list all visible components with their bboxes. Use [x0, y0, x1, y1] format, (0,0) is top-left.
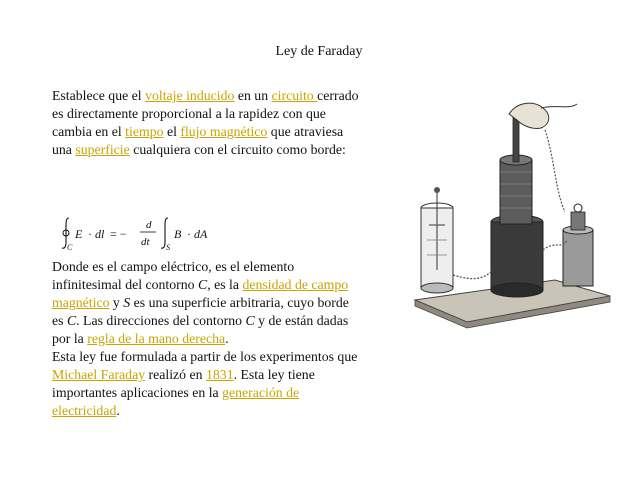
text-run: que atraviesa una	[52, 124, 344, 157]
text-run: .	[116, 403, 120, 418]
connecting-wire	[453, 270, 493, 279]
dot-operator: ·	[187, 227, 191, 241]
link-superficie[interactable]: superficie	[75, 142, 130, 157]
text-run: realizó en	[145, 367, 206, 382]
text-run: y de están dadas por la	[52, 313, 349, 346]
text-run: . Las direcciones del contorno	[76, 313, 246, 328]
derivative-denominator: dt	[141, 236, 150, 248]
equals-minus: = −	[110, 227, 127, 241]
da-symbol: dA	[194, 227, 208, 241]
text-run: Esta ley fue formulada a partir de los experimentos que	[52, 349, 358, 364]
text-run: Establece que el	[52, 88, 146, 103]
link-generacion-electricidad[interactable]: generación de electricidad	[52, 385, 300, 418]
magnet-rod-and-hand	[509, 103, 577, 162]
dot-operator: ·	[88, 227, 92, 241]
connecting-wire	[545, 130, 565, 212]
central-coil	[491, 155, 543, 297]
text-run: , es la	[207, 277, 243, 292]
explanation-paragraph	[52, 258, 362, 420]
faraday-apparatus-illustration	[405, 100, 615, 340]
contour-c: C	[198, 277, 208, 292]
link-voltaje-inducido[interactable]: voltaje inducido	[145, 88, 235, 103]
link-densidad-campo-magnetico[interactable]: densidad de campo magnético	[52, 277, 349, 310]
text-run: el	[163, 124, 181, 139]
link-flujo-magnetico[interactable]: flujo magnético	[180, 124, 268, 139]
text-run: .	[225, 331, 229, 346]
contour-subscript: C	[67, 243, 73, 252]
contour-c: C	[66, 313, 77, 328]
derivative-numerator: d	[146, 219, 152, 231]
text-run: es una superficie arbitraria, cuyo borde es	[52, 295, 349, 328]
faraday-formula	[60, 212, 260, 256]
battery-cell	[563, 204, 593, 286]
surface-subscript: S	[166, 243, 170, 252]
field-b-symbol: B	[174, 227, 182, 241]
link-1831[interactable]: 1831	[206, 367, 234, 382]
text-run: en un	[234, 88, 272, 103]
slide-title: Ley de Faraday	[275, 44, 363, 59]
text-run: cerrado es directamente proporcional a la rapidez con que cambia en el	[52, 88, 359, 139]
link-tiempo[interactable]: tiempo	[125, 124, 164, 139]
definition-paragraph	[52, 87, 362, 159]
link-regla-mano-derecha[interactable]: regla de la mano derecha	[87, 331, 226, 346]
link-circuito[interactable]: circuito	[271, 88, 318, 103]
dl-symbol: dl	[95, 227, 105, 241]
text-run: cualquiera con el circuito como borde:	[129, 142, 346, 157]
text-run: y	[109, 295, 124, 310]
contour-c: C	[245, 313, 255, 328]
surface-s: S	[123, 295, 131, 310]
text-run: . Esta ley tiene importantes aplicaciones en la	[52, 367, 315, 400]
field-e-symbol: E	[75, 227, 83, 241]
link-michael-faraday[interactable]: Michael Faraday	[52, 367, 146, 382]
galvanometer-jar	[421, 187, 453, 293]
text-run: Donde es el campo eléctrico, es el elemento infinitesimal del contorno	[52, 259, 295, 292]
